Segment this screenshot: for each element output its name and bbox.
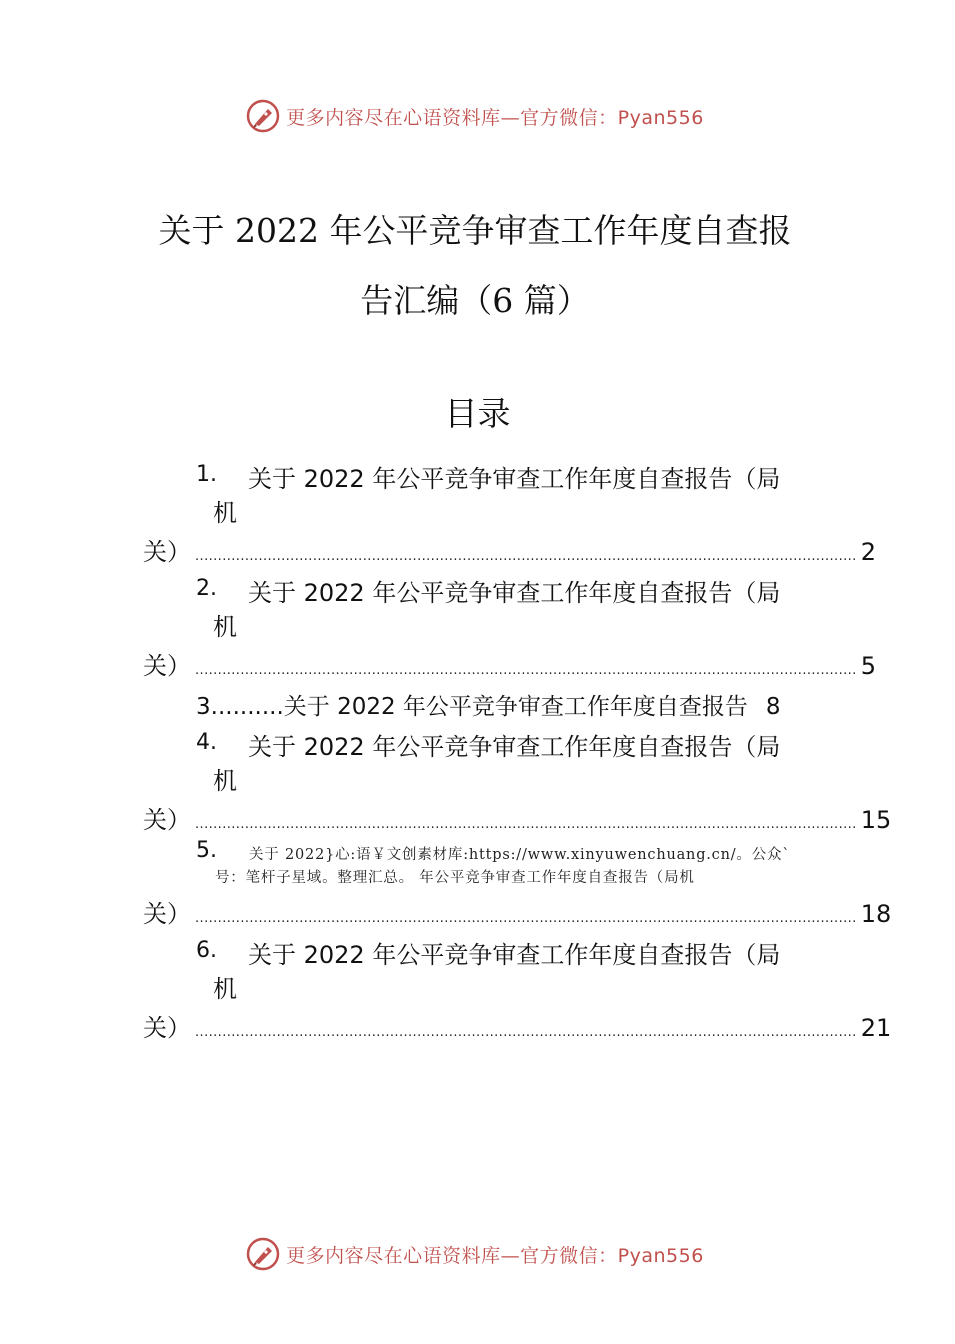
toc-page-number: 18 bbox=[860, 900, 892, 928]
toc-entry-title: 关于 2022 年公平竞争审查工作年度自查报告（局 bbox=[248, 465, 781, 493]
toc-page-number: 8 bbox=[765, 694, 781, 720]
toc-entry-title: 关于 2022 年公平竞争审查工作年度自查报告（局 bbox=[248, 733, 781, 761]
banner-wechat-id: Pyan556 bbox=[617, 1244, 704, 1267]
toc-entry-number: 3. bbox=[196, 694, 218, 720]
toc-entry-wrap: 机 bbox=[213, 613, 237, 641]
pen-nib-icon bbox=[246, 99, 280, 133]
toc-entry-number: 6. bbox=[196, 938, 217, 963]
toc-entry-number: 1. bbox=[196, 462, 217, 487]
banner-label: 更多内容尽在心语资料库—官方微信： bbox=[286, 106, 618, 129]
toc-entry-title: 关于 2022 年公平竞争审查工作年度自查报告（局 bbox=[248, 579, 781, 607]
toc-entry-watermark-line-2: 号：笔杆子星域。整理汇总。 年公平竞争审查工作年度自查报告（局机 bbox=[215, 870, 695, 886]
toc-leader-line bbox=[143, 646, 876, 680]
toc-entry-title: 关于 2022 年公平竞争审查工作年度自查报告（局 bbox=[248, 941, 781, 969]
bottom-banner bbox=[0, 1234, 950, 1274]
document-title-line-1: 关于 2022 年公平竞争审查工作年度自查报 bbox=[158, 211, 792, 250]
document-title-line-2: 告汇编（6 篇） bbox=[360, 281, 590, 320]
banner-text bbox=[286, 103, 704, 130]
toc-entry-watermark-line-1: 关于 2022}心:语￥文创素材库:https://www.xinyuwenchuang.cn/。公众` bbox=[249, 847, 791, 863]
banner-text bbox=[286, 1241, 704, 1268]
toc-entry-3[interactable] bbox=[196, 688, 781, 721]
toc-entry-wrap: 机 bbox=[213, 499, 237, 527]
toc-page-number: 5 bbox=[860, 652, 876, 680]
banner-label: 更多内容尽在心语资料库—官方微信： bbox=[286, 1244, 618, 1267]
toc-entry-tail: 关） bbox=[143, 806, 191, 834]
toc-entry-wrap: 机 bbox=[213, 767, 237, 795]
toc-entry-number: 2. bbox=[196, 576, 217, 601]
pen-nib-icon bbox=[246, 1237, 280, 1271]
toc-dot-leader: .................................................................................................................................................. bbox=[195, 549, 857, 564]
toc-page-number: 2 bbox=[860, 538, 876, 566]
toc-entry-number: 5. bbox=[196, 838, 217, 863]
toc-page-number: 15 bbox=[860, 806, 892, 834]
toc-entry-tail: 关） bbox=[143, 900, 191, 928]
toc-leader-line bbox=[143, 800, 892, 834]
toc-entry-tail: 关） bbox=[143, 1014, 191, 1042]
toc-page-number: 21 bbox=[860, 1014, 892, 1042]
toc-entry-number: 4. bbox=[196, 730, 217, 755]
toc-leader-line bbox=[143, 894, 892, 928]
toc-dot-leader: .................................................................................................................................................. bbox=[195, 817, 857, 832]
toc-dot-leader: .................................................................................................................................................. bbox=[195, 663, 857, 678]
toc-dot-leader: .................................................................................................................................................. bbox=[195, 911, 857, 926]
toc-leader-line bbox=[143, 532, 876, 566]
toc-heading: 目录 bbox=[444, 394, 511, 433]
toc-dot-leader: ......... bbox=[217, 694, 284, 720]
top-banner bbox=[0, 96, 950, 136]
toc-entry-title: 关于 2022 年公平竞争审查工作年度自查报告 bbox=[283, 694, 748, 720]
toc-leader-line bbox=[143, 1008, 892, 1042]
toc-dot-leader: .................................................................................................................................................. bbox=[195, 1025, 857, 1040]
toc-entry-wrap: 机 bbox=[213, 975, 237, 1003]
banner-wechat-id: Pyan556 bbox=[617, 106, 704, 129]
toc-entry-tail: 关） bbox=[143, 538, 191, 566]
toc-entry-tail: 关） bbox=[143, 652, 191, 680]
